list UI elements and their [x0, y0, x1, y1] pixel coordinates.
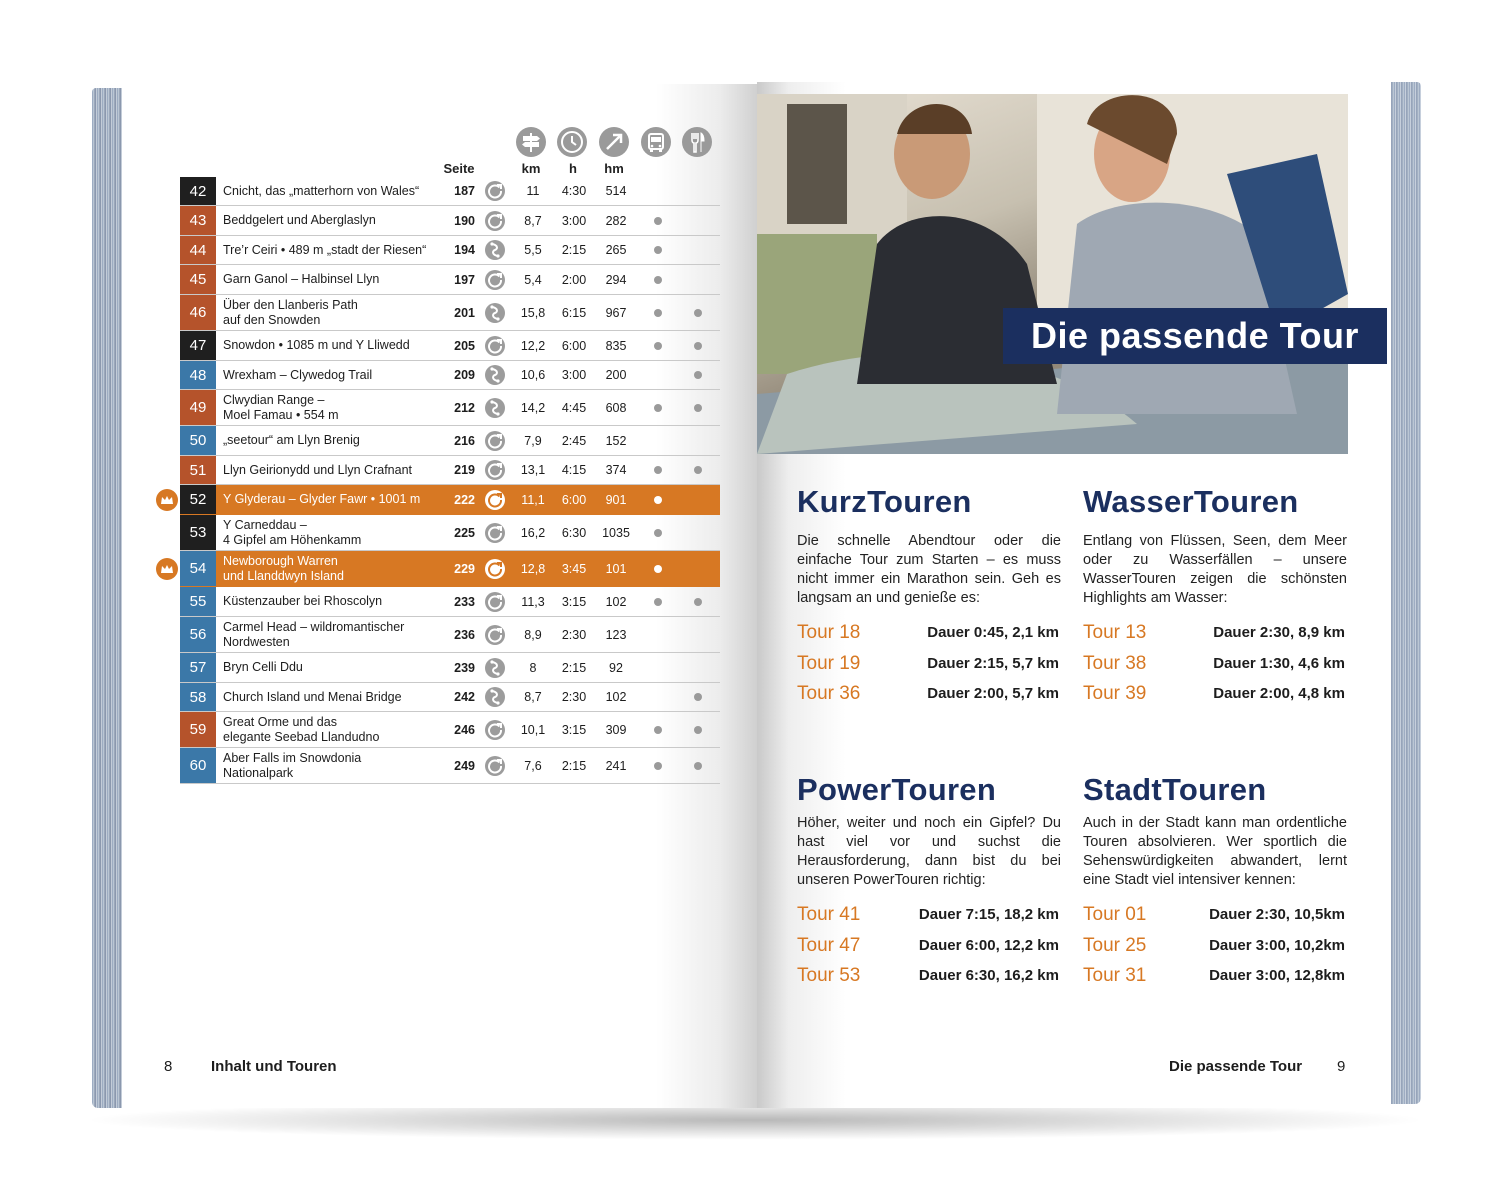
tour-title: Beddgelert und Aberglaslyn — [223, 213, 376, 228]
tour-duration: 3:15 — [561, 594, 587, 609]
hikers-photo — [757, 94, 1348, 454]
tour-number: 53 — [180, 515, 216, 550]
tour-ascent: 241 — [605, 758, 627, 773]
col-h: h — [569, 161, 577, 176]
tour-km: 11,1 — [521, 492, 545, 507]
tour-ascent: 92 — [609, 660, 623, 675]
table-row — [180, 426, 720, 456]
tour-ref: Tour 47 — [797, 934, 861, 956]
tour-duration-distance: Dauer 0:45, 2,1 km — [927, 624, 1059, 641]
tour-ref: Tour 19 — [797, 652, 861, 674]
circular-route-icon — [485, 181, 505, 201]
tour-page: 219 — [454, 463, 475, 477]
tour-km: 5,4 — [524, 272, 542, 287]
food-dot — [694, 371, 702, 379]
right-page-number: 9 — [1337, 1058, 1346, 1075]
table-row — [180, 361, 720, 390]
tour-km: 8,9 — [524, 627, 542, 642]
tour-title: Über den Llanberis Path auf den Snowden — [223, 298, 358, 327]
tour-duration-distance: Dauer 1:30, 4,6 km — [1213, 654, 1345, 672]
tour-duration: 6:00 — [561, 492, 587, 507]
tour-link-row — [1083, 622, 1345, 650]
circular-route-icon — [485, 460, 505, 480]
food-dot — [694, 726, 702, 734]
tour-ascent: 102 — [605, 690, 627, 704]
tour-ascent: 152 — [605, 433, 627, 448]
food-dot — [694, 466, 702, 474]
table-row — [180, 177, 720, 206]
col-seite: Seite — [443, 161, 475, 176]
tour-number: 43 — [180, 206, 216, 235]
tour-duration: 6:30 — [561, 525, 587, 540]
tour-link-row — [797, 653, 1059, 681]
one-way-route-icon — [485, 658, 505, 678]
tour-km: 10,1 — [520, 722, 546, 737]
tour-link-row — [797, 683, 1059, 711]
ascent-arrow-icon — [599, 127, 629, 157]
tour-number: 42 — [180, 177, 216, 205]
bus-dot — [654, 309, 662, 317]
tour-title: Y Carneddau – 4 Gipfel am Höhenkamm — [223, 518, 362, 547]
tour-ref: Tour 13 — [1083, 622, 1147, 643]
tour-ref: Tour 01 — [1083, 904, 1147, 925]
tour-page: 190 — [454, 213, 475, 228]
tour-page: 225 — [454, 525, 475, 540]
tour-page: 187 — [454, 184, 475, 198]
tour-page: 239 — [454, 660, 475, 675]
tour-title: Church Island und Menai Bridge — [223, 689, 402, 704]
cutlery-icon — [682, 127, 712, 157]
tour-ref: Tour 36 — [797, 683, 861, 704]
tour-duration: 3:45 — [561, 561, 587, 576]
tour-page: 194 — [454, 243, 475, 257]
tour-duration-distance: Dauer 6:00, 12,2 km — [918, 936, 1059, 954]
bus-dot — [654, 466, 662, 474]
one-way-route-icon — [485, 365, 505, 385]
table-row — [180, 712, 720, 748]
tour-title: Wrexham – Clywedog Trail — [223, 367, 373, 382]
table-row — [180, 653, 720, 683]
tour-km: 14,2 — [520, 400, 546, 415]
one-way-route-icon — [485, 398, 505, 418]
bus-dot — [654, 496, 662, 504]
bus-icon — [641, 127, 671, 157]
tour-title: Garn Ganol – Halbinsel Llyn — [223, 272, 380, 287]
tour-page: 197 — [454, 272, 475, 287]
stadt-text: Auch in der Stadt kann man ordentliche Touren absolvieren. Wer sportlich die Sehenswürdigkeiten abwandert, lernt eine Stadt viel intensiver kennen: — [1083, 815, 1347, 888]
crown-icon — [156, 558, 178, 580]
clock-icon — [557, 127, 587, 157]
tour-ascent: 374 — [605, 463, 627, 477]
tour-title: Y Glyderau – Glyder Fawr • 1001 m — [223, 492, 421, 507]
food-dot — [694, 404, 702, 412]
tour-km: 15,8 — [520, 305, 546, 320]
tour-ref: Tour 41 — [797, 904, 861, 925]
tour-page: 233 — [454, 594, 475, 609]
tour-link-row — [1083, 904, 1345, 932]
wasser-text: Entlang von Flüssen, Seen, dem Meer oder zu Wasserfällen – unsere WasserTouren zeigen die schönsten Highlights am Wasser: — [1083, 533, 1347, 606]
tour-duration: 2:00 — [561, 272, 587, 287]
tour-link-row — [797, 904, 1059, 932]
table-row — [180, 617, 720, 653]
table-row — [180, 295, 720, 331]
bus-dot — [654, 342, 662, 350]
tour-number: 59 — [180, 712, 216, 747]
tour-ascent: 282 — [605, 213, 627, 228]
right-footer-title: Die passende Tour — [1169, 1058, 1303, 1075]
kurz-text: Die schnelle Abendtour oder die einfache Tour zum Starten – es muss nicht immer ein Marathon sein. Geh es langsam an und genieße es: — [797, 533, 1061, 606]
tour-ascent: 200 — [605, 368, 627, 382]
tour-ascent: 835 — [605, 338, 627, 353]
bus-dot — [654, 529, 662, 537]
tour-title: Clwydian Range – Moel Famau • 554 m — [223, 393, 339, 422]
tour-link-row — [797, 622, 1059, 650]
tour-ref: Tour 18 — [797, 622, 861, 643]
table-row — [180, 331, 720, 361]
tour-title: Snowdon • 1085 m und Y Lliwedd — [223, 338, 410, 353]
circular-route-icon — [485, 211, 505, 231]
tour-km: 13,1 — [520, 463, 546, 477]
tour-number: 45 — [180, 265, 216, 294]
tour-duration: 4:15 — [561, 463, 587, 477]
power-text: Höher, weiter und noch ein Gipfel? Du hast viel vor und suchst die Herausforderung, dann bist du bei unseren PowerTouren richtig: — [797, 815, 1061, 888]
tour-page: 222 — [454, 492, 475, 507]
tour-link-row — [797, 935, 1059, 963]
tour-km: 12,8 — [520, 561, 546, 576]
food-dot — [694, 598, 702, 606]
tour-number: 49 — [180, 390, 216, 425]
tour-ascent: 265 — [605, 243, 627, 257]
tour-title: Newborough Warren und Llanddwyn Island — [223, 554, 344, 583]
tour-number: 48 — [180, 361, 216, 389]
tour-ascent: 1035 — [602, 525, 630, 540]
tour-duration-distance: Dauer 2:30, 8,9 km — [1213, 624, 1345, 641]
left-page-number: 8 — [164, 1058, 173, 1075]
signpost-icon — [516, 127, 546, 157]
section-banner: Die passende Tour — [1003, 308, 1387, 364]
food-dot — [694, 309, 702, 317]
tour-number: 60 — [180, 748, 216, 783]
tour-number: 47 — [180, 331, 216, 360]
tour-duration-distance: Dauer 2:00, 5,7 km — [927, 685, 1059, 702]
tour-page: 249 — [454, 758, 475, 773]
tour-km: 8,7 — [524, 213, 542, 228]
tour-page: 246 — [454, 722, 475, 737]
table-row — [180, 206, 720, 236]
tour-number: 58 — [180, 683, 216, 711]
table-row — [180, 265, 720, 295]
tour-duration: 2:15 — [561, 660, 587, 675]
tour-page: 205 — [454, 338, 475, 353]
tour-number: 57 — [180, 653, 216, 682]
tour-title: Llyn Geirionydd und Llyn Crafnant — [223, 462, 413, 477]
tour-duration-distance: Dauer 2:15, 5,7 km — [927, 654, 1059, 672]
tour-duration: 6:00 — [561, 338, 587, 353]
food-dot — [694, 342, 702, 350]
tour-page: 236 — [454, 627, 475, 642]
tour-page: 242 — [454, 690, 475, 704]
table-row — [180, 551, 720, 587]
tour-km: 5,5 — [524, 243, 542, 257]
tour-duration-distance: Dauer 3:00, 10,2km — [1209, 936, 1345, 954]
kurz-title: KurzTouren — [797, 484, 972, 519]
tour-title: Great Orme und das elegante Seebad Llandudno — [223, 715, 380, 744]
table-row — [180, 236, 720, 265]
tour-duration: 3:15 — [561, 722, 587, 737]
tour-km: 12,2 — [520, 338, 546, 353]
tour-title: Aber Falls im Snowdonia Nationalpark — [223, 751, 362, 780]
tour-number: 52 — [180, 485, 216, 514]
tour-number: 50 — [180, 426, 216, 455]
tour-duration-distance: Dauer 2:00, 4,8 km — [1213, 685, 1345, 702]
tour-ref: Tour 53 — [797, 965, 861, 986]
tour-km: 8,7 — [524, 690, 542, 704]
table-row — [180, 485, 720, 515]
bus-dot — [654, 565, 662, 573]
tour-km: 10,6 — [520, 368, 546, 382]
circular-route-icon — [485, 336, 505, 356]
tour-title: Tre’r Ceiri • 489 m „stadt der Riesen“ — [223, 242, 427, 257]
table-row — [180, 456, 720, 485]
tour-title: Carmel Head – wildromantischer Nordwesten — [223, 620, 405, 649]
tour-ascent: 123 — [605, 627, 627, 642]
tour-link-row — [1083, 653, 1345, 681]
tour-ascent: 967 — [605, 305, 627, 320]
tour-duration-distance: Dauer 2:30, 10,5km — [1209, 906, 1345, 923]
tour-title: Küstenzauber bei Rhoscolyn — [223, 594, 383, 609]
tour-page: 209 — [454, 368, 475, 382]
tour-ascent: 901 — [605, 492, 627, 507]
circular-route-icon — [485, 270, 505, 290]
bus-dot — [654, 762, 662, 770]
table-row — [180, 683, 720, 712]
tour-ascent: 309 — [605, 722, 627, 737]
tour-number: 56 — [180, 617, 216, 652]
one-way-route-icon — [485, 687, 505, 707]
power-title: PowerTouren — [797, 772, 997, 807]
tour-km: 16,2 — [520, 525, 546, 540]
tour-km: 7,9 — [524, 433, 542, 448]
table-row — [180, 748, 720, 784]
tour-page: 229 — [454, 561, 475, 576]
tour-page: 201 — [454, 305, 475, 320]
bus-dot — [654, 598, 662, 606]
tour-duration: 6:15 — [561, 305, 587, 320]
tour-number: 46 — [180, 295, 216, 330]
tour-km: 11,3 — [521, 594, 545, 609]
bus-dot — [654, 217, 662, 225]
one-way-route-icon — [485, 303, 505, 323]
bus-dot — [654, 276, 662, 284]
tour-link-row — [1083, 965, 1345, 993]
table-row — [180, 587, 720, 617]
tour-number: 44 — [180, 236, 216, 264]
circular-route-icon — [485, 559, 505, 579]
bus-dot — [654, 246, 662, 254]
circular-route-icon — [485, 523, 505, 543]
tour-ref: Tour 38 — [1083, 652, 1147, 674]
tour-km: 11 — [526, 184, 540, 198]
circular-route-icon — [485, 592, 505, 612]
tour-title: Cnicht, das „matterhorn von Wales“ — [223, 183, 420, 198]
tour-link-row — [797, 965, 1059, 993]
col-hm: hm — [604, 161, 624, 176]
tour-duration-distance: Dauer 3:00, 12,8km — [1209, 967, 1345, 984]
tour-number: 55 — [180, 587, 216, 616]
tour-duration: 4:45 — [561, 400, 587, 415]
tour-title: „seetour“ am Llyn Brenig — [223, 433, 360, 448]
tour-page: 212 — [454, 400, 475, 415]
table-row — [180, 515, 720, 551]
circular-route-icon — [485, 756, 505, 776]
tour-km: 7,6 — [524, 758, 542, 773]
bus-dot — [654, 404, 662, 412]
left-footer-title: Inhalt und Touren — [211, 1058, 337, 1075]
tour-duration-distance: Dauer 6:30, 16,2 km — [918, 967, 1059, 984]
tour-duration: 3:00 — [561, 213, 587, 228]
circular-route-icon — [485, 431, 505, 451]
crown-icon — [156, 489, 178, 511]
tour-ref: Tour 31 — [1083, 965, 1147, 986]
tour-ascent: 101 — [605, 561, 627, 576]
tour-link-row — [1083, 683, 1345, 711]
wasser-title: WasserTouren — [1083, 484, 1299, 519]
one-way-route-icon — [485, 240, 505, 260]
tour-duration-distance: Dauer 7:15, 18,2 km — [918, 906, 1059, 923]
tour-duration: 3:00 — [561, 368, 587, 382]
tour-ascent: 294 — [605, 272, 627, 287]
tour-duration: 2:15 — [561, 243, 587, 257]
bus-dot — [654, 726, 662, 734]
tour-ascent: 608 — [605, 400, 627, 415]
tour-ascent: 102 — [605, 594, 627, 609]
stadt-title: StadtTouren — [1083, 772, 1267, 807]
food-dot — [694, 762, 702, 770]
table-row — [180, 390, 720, 426]
tour-duration: 2:30 — [561, 627, 587, 642]
tour-title: Bryn Celli Ddu — [223, 660, 303, 675]
tour-ref: Tour 25 — [1083, 934, 1147, 956]
tour-duration: 4:30 — [561, 184, 587, 198]
circular-route-icon — [485, 720, 505, 740]
col-km: km — [521, 161, 541, 176]
circular-route-icon — [485, 490, 505, 510]
tour-link-row — [1083, 935, 1345, 963]
tour-duration: 2:45 — [561, 433, 587, 448]
tour-page: 216 — [454, 433, 475, 448]
tour-km: 8 — [529, 660, 537, 675]
food-dot — [694, 693, 702, 701]
circular-route-icon — [485, 625, 505, 645]
tour-duration: 2:30 — [561, 690, 587, 704]
tour-duration: 2:15 — [561, 758, 587, 773]
tour-ref: Tour 39 — [1083, 683, 1147, 704]
tour-ascent: 514 — [605, 184, 627, 198]
tour-number: 54 — [180, 551, 216, 586]
tour-number: 51 — [180, 456, 216, 484]
